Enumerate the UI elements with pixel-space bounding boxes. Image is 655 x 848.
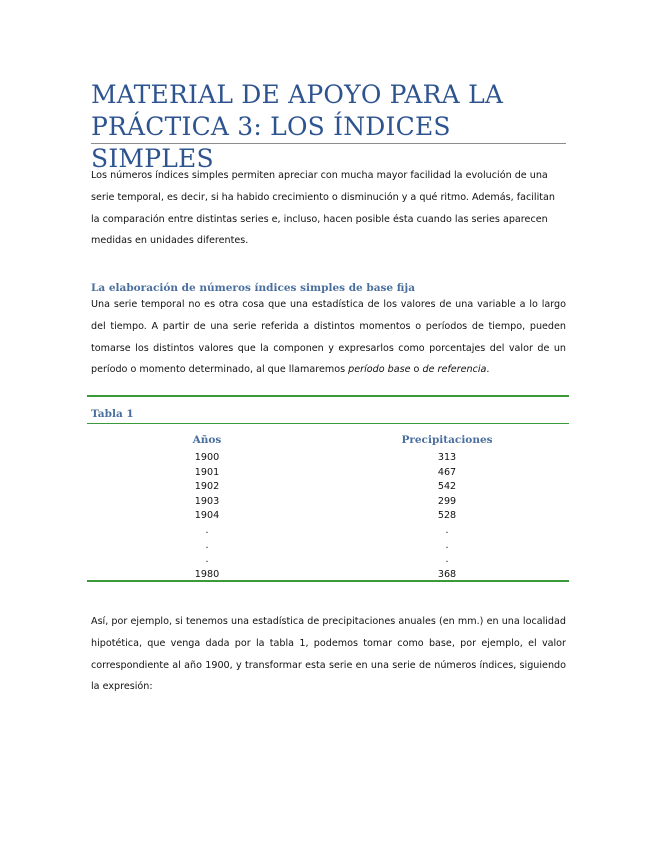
table-cell-year: 1980 — [194, 568, 220, 580]
section-text-middle: o — [410, 364, 423, 376]
intro-paragraph: Los números índices simples permiten apreciar con mucha mayor facilidad la evolución de una serie temporal, es decir, si ha habido crecimiento o disminución y a qué ritmo. Además, facilitan la comparación entre distintas series e, incluso, hacen posible ésta cuando las series aparecen medidas en unidades diferentes. — [91, 170, 555, 247]
emphasis-base-period: período base — [348, 364, 411, 376]
section-heading: La elaboración de números índices simples de base fija — [91, 282, 415, 294]
table-header-precipitation: Precipitaciones — [401, 434, 493, 446]
table-cell-year: 1900 — [194, 452, 220, 463]
table-cell-year: 1904 — [194, 510, 220, 522]
section-text-after: . — [486, 364, 490, 376]
table-caption-rule — [87, 423, 569, 424]
table-cell-precipitation: 542 — [437, 481, 457, 493]
table-cell-year: 1903 — [194, 495, 220, 507]
page-title: MATERIAL DE APOYO PARA LA PRÁCTICA 3: LOS ÍNDICES SIMPLES — [91, 80, 504, 173]
table-cell-precipitation: . — [445, 525, 449, 536]
table-cell-precipitation: 313 — [437, 452, 457, 463]
table-cell-precipitation: 467 — [437, 466, 457, 478]
section-text-before: Una serie temporal no es otra cosa que una estadística de los valores de una variable a lo largo del tiempo. A partir de una serie referida a distintos momentos o períodos de tiempo, pueden tomarse los distintos valores que la componen y expresarlos como porcentajes del valor de un período o momento determinado, al que llamaremos — [91, 299, 566, 376]
table-cell-precipitation: 299 — [437, 495, 457, 507]
table-cell-precipitation: . — [445, 539, 449, 551]
table-caption: Tabla 1 — [91, 408, 134, 420]
section-paragraph — [91, 294, 566, 381]
table-cell-year: . — [205, 539, 209, 551]
table-cell-year: . — [205, 525, 209, 536]
emphasis-reference: de referencia — [422, 364, 487, 376]
table-header-years: Años — [192, 434, 222, 446]
table-cell-year: . — [205, 554, 209, 566]
table-cell-precipitation: 528 — [437, 510, 457, 522]
table-cell-precipitation: 368 — [437, 568, 457, 580]
table-cell-year: 1902 — [194, 481, 220, 493]
table-top-rule — [87, 395, 569, 397]
title-underline — [91, 143, 566, 144]
table-bottom-rule — [87, 580, 569, 582]
table-cell-year: 1901 — [194, 466, 220, 478]
closing-paragraph: Así, por ejemplo, si tenemos una estadística de precipitaciones anuales (en mm.) en una localidad hipotética, que venga dada por la tabla 1, podemos tomar como base, por ejemplo, el valor correspondiente al año 1900, y transformar esta serie en una serie de números índices, siguiendo la expresión: — [91, 616, 566, 693]
table-cell-precipitation: . — [445, 554, 449, 566]
